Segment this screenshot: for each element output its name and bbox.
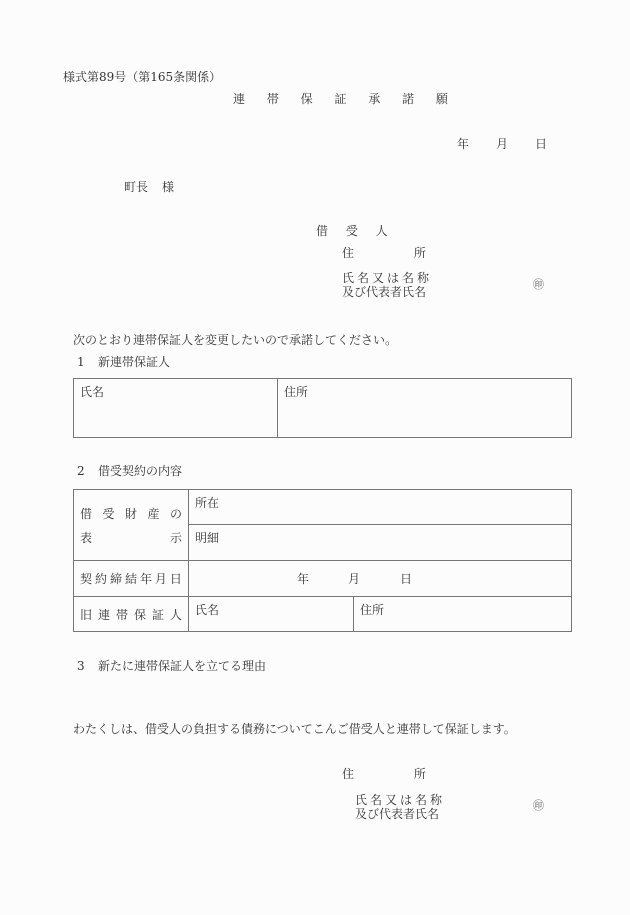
section2-number: 2: [77, 464, 85, 478]
guarantor-name-label-2: 及び代表者氏名: [355, 807, 440, 821]
loan-contract-table: [73, 489, 572, 632]
intro-text: 次のとおり連帯保証人を変更したいので承諾してください。: [73, 333, 398, 347]
contract-date-month: 月: [348, 572, 361, 586]
pledge-text: わたくしは、借受人の負担する債務についてこんご借受人と連帯して保証します。: [73, 722, 516, 736]
guarantor-seal-mark: ㊞: [533, 799, 544, 812]
borrower-name-label-2: 及び代表者氏名: [342, 285, 427, 299]
old-guarantor-name-label: 氏名: [195, 603, 220, 617]
old-guarantor-address-label: 住所: [360, 603, 385, 617]
new-guarantor-name-label: 氏名: [80, 385, 105, 399]
property-label-cell: [74, 490, 189, 561]
old-guarantor-name-cell[interactable]: [189, 597, 354, 632]
section3-number: 3: [77, 659, 85, 673]
contract-date-label-cell: [74, 561, 189, 597]
property-location-cell[interactable]: [189, 490, 572, 525]
property-details-label: 明細: [195, 531, 220, 545]
property-label-line1: 借 受 財 産 の: [80, 507, 182, 521]
property-location-label: 所在: [195, 496, 220, 510]
old-guarantor-label-cell: [74, 597, 189, 632]
contract-date-year: 年: [297, 572, 310, 586]
contract-date-day: 日: [400, 572, 413, 586]
section2-heading: 借受契約の内容: [98, 464, 183, 478]
section1-heading: 新連帯保証人: [98, 355, 171, 369]
section1-number: 1: [77, 355, 85, 369]
new-guarantor-address-cell[interactable]: [278, 379, 572, 438]
guarantor-address-label: 住 所: [342, 767, 454, 781]
borrower-address-label: 住 所: [342, 246, 454, 260]
section3-heading: 新たに連帯保証人を立てる理由: [98, 659, 267, 673]
old-guarantor-label: 旧 連 帯 保 証 人: [80, 608, 182, 622]
new-guarantor-name-cell[interactable]: [74, 379, 278, 438]
document-title: 連 帯 保 証 承 諾 願: [233, 92, 457, 106]
date-day: 日: [535, 137, 548, 151]
property-details-cell[interactable]: [189, 525, 572, 561]
new-guarantor-table: [73, 378, 572, 438]
guarantor-name-label-1: 氏名又は名称: [355, 793, 446, 807]
borrower-label: 借 受 人: [316, 224, 395, 238]
property-label-line2: 表 示: [80, 531, 182, 545]
borrower-name-label-1: 氏名又は名称: [342, 271, 433, 285]
new-guarantor-address-label: 住所: [284, 385, 309, 399]
date-month: 月: [496, 137, 509, 151]
addressee-name: 町長: [124, 180, 149, 194]
contract-date-label: 契 約 締 結 年 月 日: [80, 572, 182, 586]
contract-date-cell[interactable]: [189, 561, 572, 597]
form-number: 様式第89号（第165条関係）: [63, 70, 222, 84]
borrower-seal-mark: ㊞: [533, 278, 544, 291]
addressee-honorific: 様: [162, 180, 175, 194]
old-guarantor-address-cell[interactable]: [354, 597, 572, 632]
date-year: 年: [457, 137, 470, 151]
